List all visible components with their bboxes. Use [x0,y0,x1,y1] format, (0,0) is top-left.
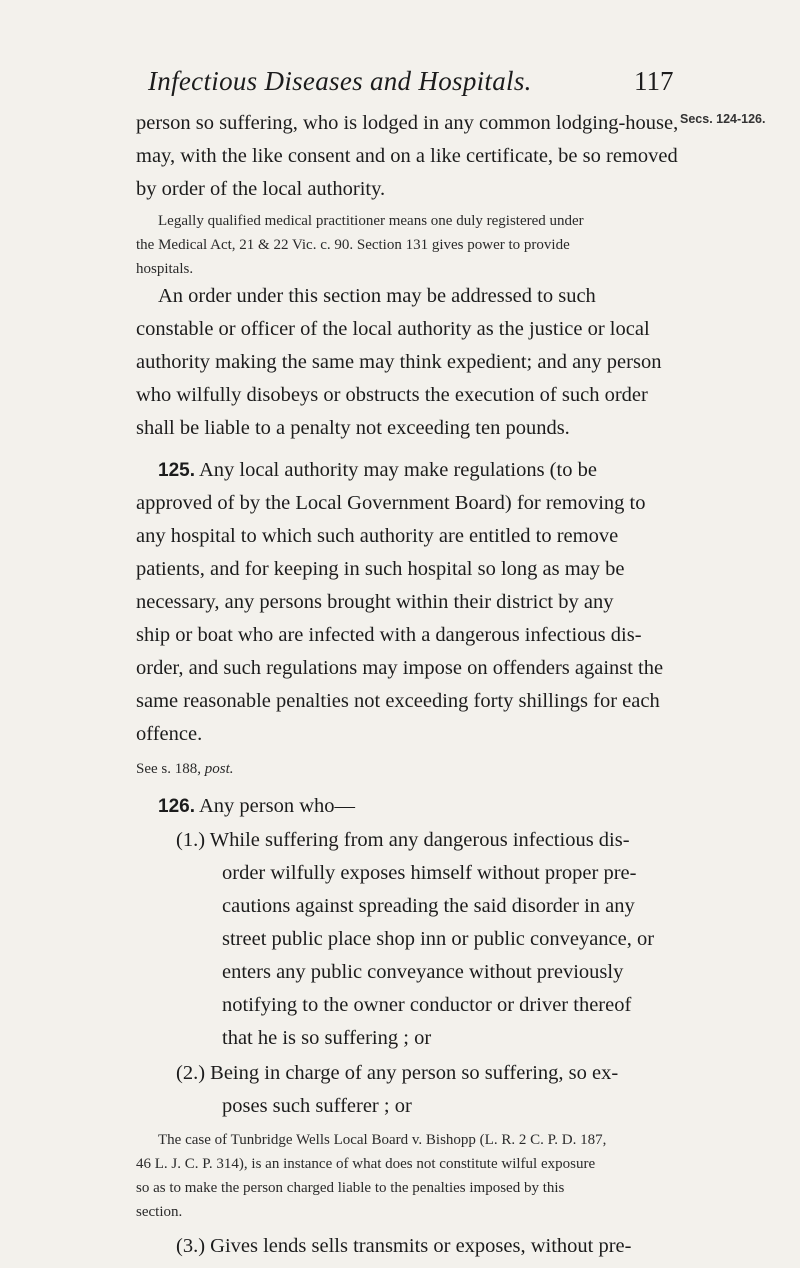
text-line: shall be liable to a penalty not exceeding ten pounds. [136,417,570,439]
text-line: necessary, any persons brought within their district by any [136,591,614,613]
section-125-heading: 125. Any local authority may make regulations (to be [158,459,597,481]
clause-line: street public place shop inn or public conveyance, or [222,928,655,950]
running-title: Infectious Diseases and Hospitals. [148,66,532,96]
section-number: 125. [158,460,195,481]
footnote-line: so as to make the person charged liable to the penalties imposed by this [136,1180,565,1196]
clause-line: (3.) Gives lends sells transmits or exposes, without pre- [176,1235,632,1257]
clause-line: that he is so suffering ; or [222,1027,432,1049]
clause-line: cautions against spreading the said disorder in any [222,895,635,917]
clause-line: enters any public conveyance without previously [222,961,624,983]
text-line: approved of by the Local Government Board) for removing to [136,492,646,514]
footnote-line: the Medical Act, 21 & 22 Vic. c. 90. Section 131 gives power to provide [136,237,570,253]
cross-reference: See s. 188, post. [136,761,234,777]
margin-section-note: Secs. 124-126. [680,112,766,126]
clause-line: order wilfully exposes himself without proper pre- [222,862,637,884]
text-line: An order under this section may be addressed to such [158,285,596,307]
footnote-line: 46 L. J. C. P. 314), is an instance of what does not constitute wilful exposure [136,1156,596,1172]
footnote-line: The case of Tunbridge Wells Local Board v. Bishopp (L. R. 2 C. P. D. 187, [158,1132,607,1148]
text-line: patients, and for keeping in such hospital so long as may be [136,558,625,580]
text-line: by order of the local authority. [136,178,386,200]
text-line: any hospital to which such authority are entitled to remove [136,525,619,547]
page-number: 117 [634,66,674,96]
text-line: same reasonable penalties not exceeding forty shillings for each [136,690,660,712]
text-line: may, with the like consent and on a like certificate, be so removed [136,145,678,167]
clause-line: notifying to the owner conductor or driver thereof [222,994,632,1016]
text-line: ship or boat who are infected with a dangerous infectious dis- [136,624,642,646]
text-line: who wilfully disobeys or obstructs the execution of such order [136,384,648,406]
clause-line: poses such sufferer ; or [222,1095,412,1117]
text-line: authority making the same may think expedient; and any person [136,351,662,373]
text-line: constable or officer of the local authority as the justice or local [136,318,650,340]
footnote-line: hospitals. [136,261,194,277]
footnote-line: Legally qualified medical practitioner means one duly registered under [158,213,584,229]
clause-line: (1.) While suffering from any dangerous infectious dis- [176,829,630,851]
clause-line: (2.) Being in charge of any person so suffering, so ex- [176,1062,619,1084]
text-line: offence. [136,723,203,745]
page-header [0,66,800,106]
text-line: order, and such regulations may impose on offenders against the [136,657,664,679]
footnote-line: section. [136,1204,183,1220]
section-126-heading: 126. Any person who— [158,795,355,817]
text-line: person so suffering, who is lodged in any common lodging-house, [136,112,679,134]
section-number: 126. [158,796,195,817]
